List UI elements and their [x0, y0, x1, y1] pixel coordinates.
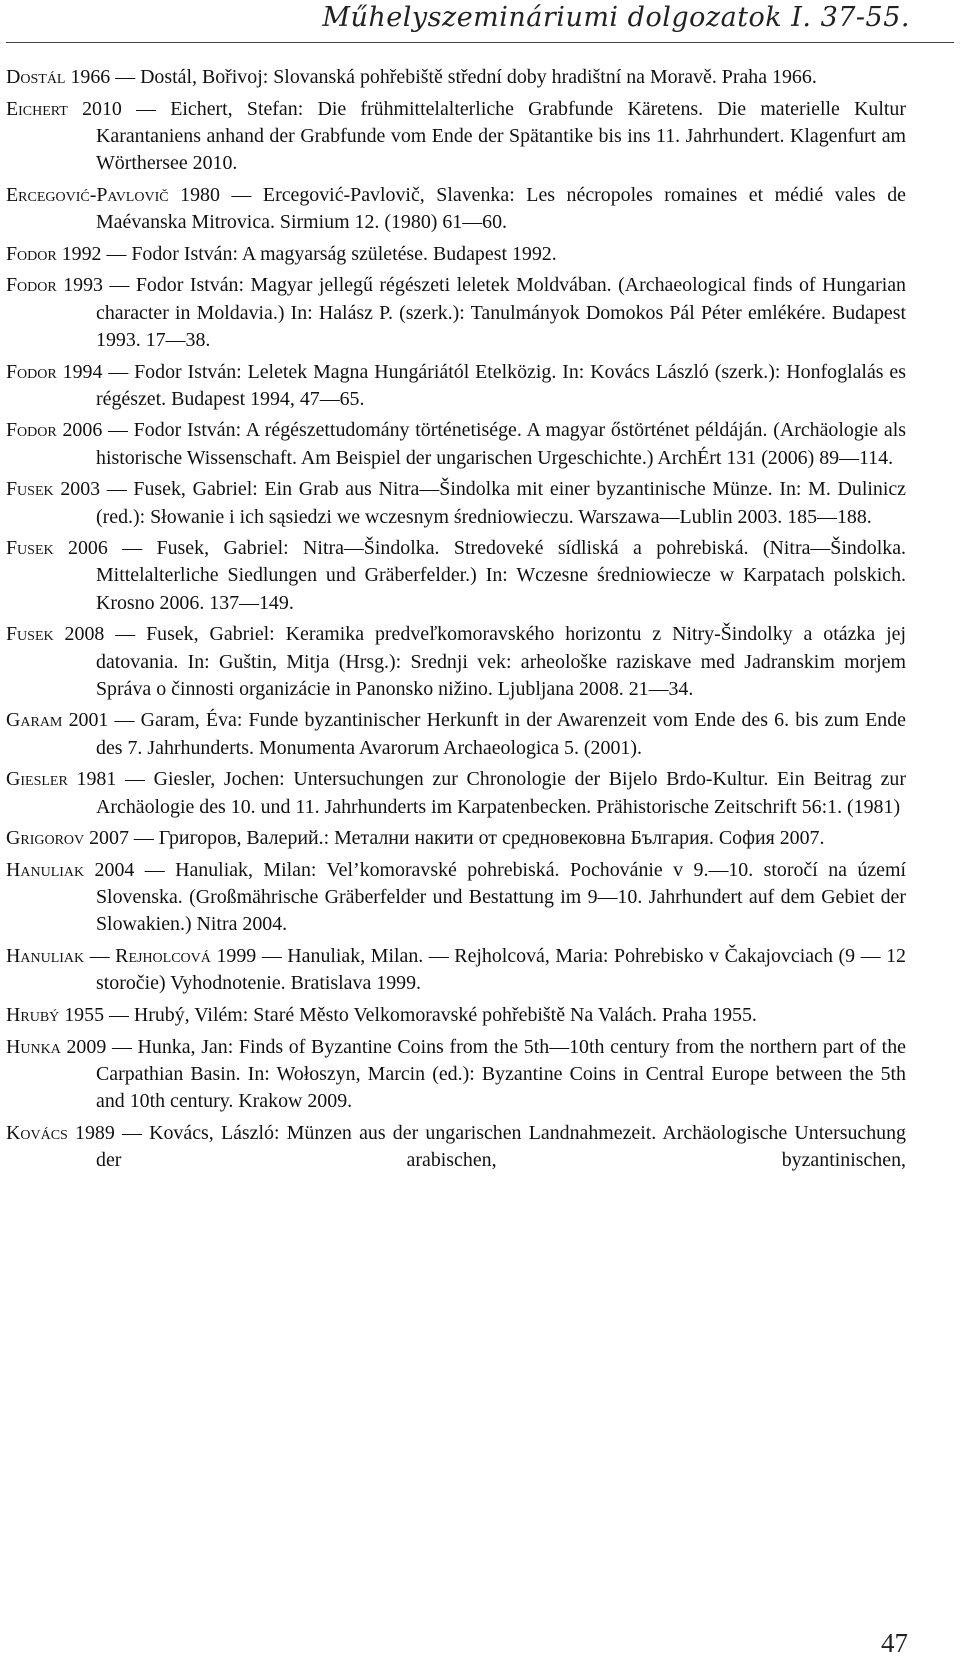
reference-key: Hanuliak 2004 — [6, 858, 135, 881]
reference-entry — [6, 476, 906, 530]
reference-key: Fodor 1992 — [6, 242, 102, 265]
reference-key: Dostál 1966 — [6, 66, 111, 88]
reference-key: Fusek 2006 — [6, 537, 108, 560]
reference-entry — [6, 707, 906, 761]
reference-key: Hanuliak — Rejholcová 1999 — [6, 945, 257, 968]
reference-entry — [6, 535, 906, 617]
reference-entry — [6, 825, 906, 852]
reference-key: Hrubý 1955 — [6, 1004, 105, 1026]
reference-entry — [6, 857, 906, 939]
reference-entry — [6, 1120, 906, 1174]
reference-entry — [6, 64, 906, 91]
reference-key: Fodor 1993 — [6, 274, 103, 297]
reference-list — [6, 64, 906, 1179]
reference-entry — [6, 1034, 906, 1116]
reference-key: Eichert 2010 — [6, 97, 122, 120]
reference-entry — [6, 766, 906, 820]
reference-key: Grigorov 2007 — [6, 827, 129, 850]
reference-key: Fusek 2003 — [6, 478, 101, 501]
reference-key: Fodor 1994 — [6, 360, 103, 383]
reference-text: — Dostál, Bořivoj: Slovanská pohřebiště střední doby hradištní na Moravě. Praha 1966. — [110, 66, 817, 88]
page-number: 47 — [881, 1628, 908, 1658]
reference-entry — [6, 182, 906, 236]
reference-text: — Garam, Éva: Funde byzantinischer Herkunft in der Awarenzeit vom Ende des 6. bis zum Ende des 7. Jahrhunderts. Monumenta Avarorum Archaeologica 5. (2001). — [96, 709, 906, 759]
reference-text: — Hrubý, Vilém: Staré Město Velkomoravské pohřebiště Na Valách. Praha 1955. — [104, 1004, 757, 1026]
reference-text: — Hunka, Jan: Finds of Byzantine Coins from the 5th—10th century from the northern part of the Carpathian Basin. In: Wołoszyn, Marcin (ed.): Byzantine Coins in Central Europe between the 5th and 10th century. Krakow 2009. — [96, 1035, 906, 1113]
reference-text: — Fodor István: A régészettudomány történetisége. A magyar őstörténet példáján. (Archäologie als historische Wissenschaft. Am Beispiel der ungarischen Urgeschichte.) ArchÉrt 131 (2006) 89—114. — [96, 419, 906, 469]
reference-key: Ercegović-Pavlovič 1980 — [6, 183, 220, 206]
reference-key: Kovács 1989 — [6, 1121, 115, 1144]
reference-text: — Giesler, Jochen: Untersuchungen zur Chronologie der Bijelo Brdo-Kultur. Ein Beitrag zur Archäologie des 10. und 11. Jahrhunderts im Karpatenbecken. Prähistorische Zeitschrift 56:1. (1981) — [96, 768, 906, 818]
reference-text: — Григоров, Валерий.: Метални накити от средновековна България. София 2007. — [128, 827, 825, 850]
reference-text: — Fusek, Gabriel: Ein Grab aus Nitra—Šindolka mit einer byzantinische Münze. In: M. Dulinicz (red.): Słowanie i ich sąsiedzi we wczesnym średniowieczu. Warszawa—Lublin 2003. 185—188. — [96, 478, 907, 528]
reference-text: — Fusek, Gabriel: Nitra—Šindolka. Stredoveké sídliská a pohrebiská. (Nitra—Šindolka. Mittelalterliche Siedlungen und Gräberfelder.) In: Wczesne średniowiecze w Karpatach polskich. Krosno 2006. 137—149. — [96, 537, 907, 614]
reference-entry — [6, 417, 906, 471]
reference-key: Garam 2001 — [6, 709, 109, 732]
reference-entry — [6, 621, 906, 703]
reference-entry — [6, 1002, 906, 1029]
reference-key: Giesler 1981 — [6, 768, 117, 791]
reference-entry — [6, 241, 906, 268]
reference-text: — Hanuliak, Milan. — Rejholcová, Maria: Pohrebisko v Čakajovciach (9 — 12 storočie) Vyhodnotenie. Bratislava 1999. — [96, 945, 906, 995]
reference-text: — Fusek, Gabriel: Keramika predveľkomoravského horizontu z Nitry-Šindolky a otázka jej datovania. In: Guštin, Mitja (Hrsg.): Srednji vek: arheološke raziskave med Jadranskim morjem Správa o činnosti organizácie in Panonsko nižino. Ljubljana 2008. 21—34. — [96, 623, 906, 700]
reference-text: — Kovács, László: Münzen aus der ungarischen Landnahmezeit. Archäologische Untersuchung der arabischen, byzantinischen, — [96, 1121, 906, 1172]
reference-key: Fodor 2006 — [6, 419, 103, 442]
reference-entry — [6, 359, 906, 413]
reference-text: — Fodor István: A magyarság születése. Budapest 1992. — [101, 242, 557, 265]
reference-key: Fusek 2008 — [6, 623, 105, 646]
reference-entry — [6, 272, 906, 354]
reference-entry — [6, 943, 906, 997]
reference-key: Hunka 2009 — [6, 1035, 107, 1058]
running-header: Műhelyszemináriumi dolgozatok I. 37-55. — [322, 2, 910, 33]
reference-text: — Fodor István: Magyar jellegű régészeti leletek Moldvában. (Archaeological finds of Hungarian character in Moldavia.) In: Halász P. (szerk.): Tanulmányok Domokos Pál Péter emlékére. Budapest 1993. 17—38. — [96, 274, 906, 351]
reference-text: — Fodor István: Leletek Magna Hungáriától Etelközig. In: Kovács László (szerk.): Honfoglalás es régészet. Budapest 1994, 47—65. — [96, 360, 906, 410]
reference-text: — Hanuliak, Milan: Vel’komoravské pohrebiská. Pochovánie v 9.—10. storočí na území Slovenska. (Großmährische Gräberfelder und Bestattung im 9—10. Jahrhundert auf dem Gebiet der Slowakien.) Nitra 2004. — [96, 858, 906, 936]
header-rule — [6, 42, 954, 43]
reference-entry — [6, 96, 906, 178]
reference-text: — Ercegović-Pavlovič, Slavenka: Les nécropoles romaines et médié vales de Maévanska Mitrovica. Sirmium 12. (1980) 61—60. — [96, 183, 906, 234]
reference-text: — Eichert, Stefan: Die frühmittelalterliche Grabfunde Käretens. Die materielle Kultur Karantaniens anhand der Grabfunde vom Ende der Spätantike bis ins 11. Jahrhundert. Klagenfurt am Wörthersee 2010. — [96, 97, 906, 175]
